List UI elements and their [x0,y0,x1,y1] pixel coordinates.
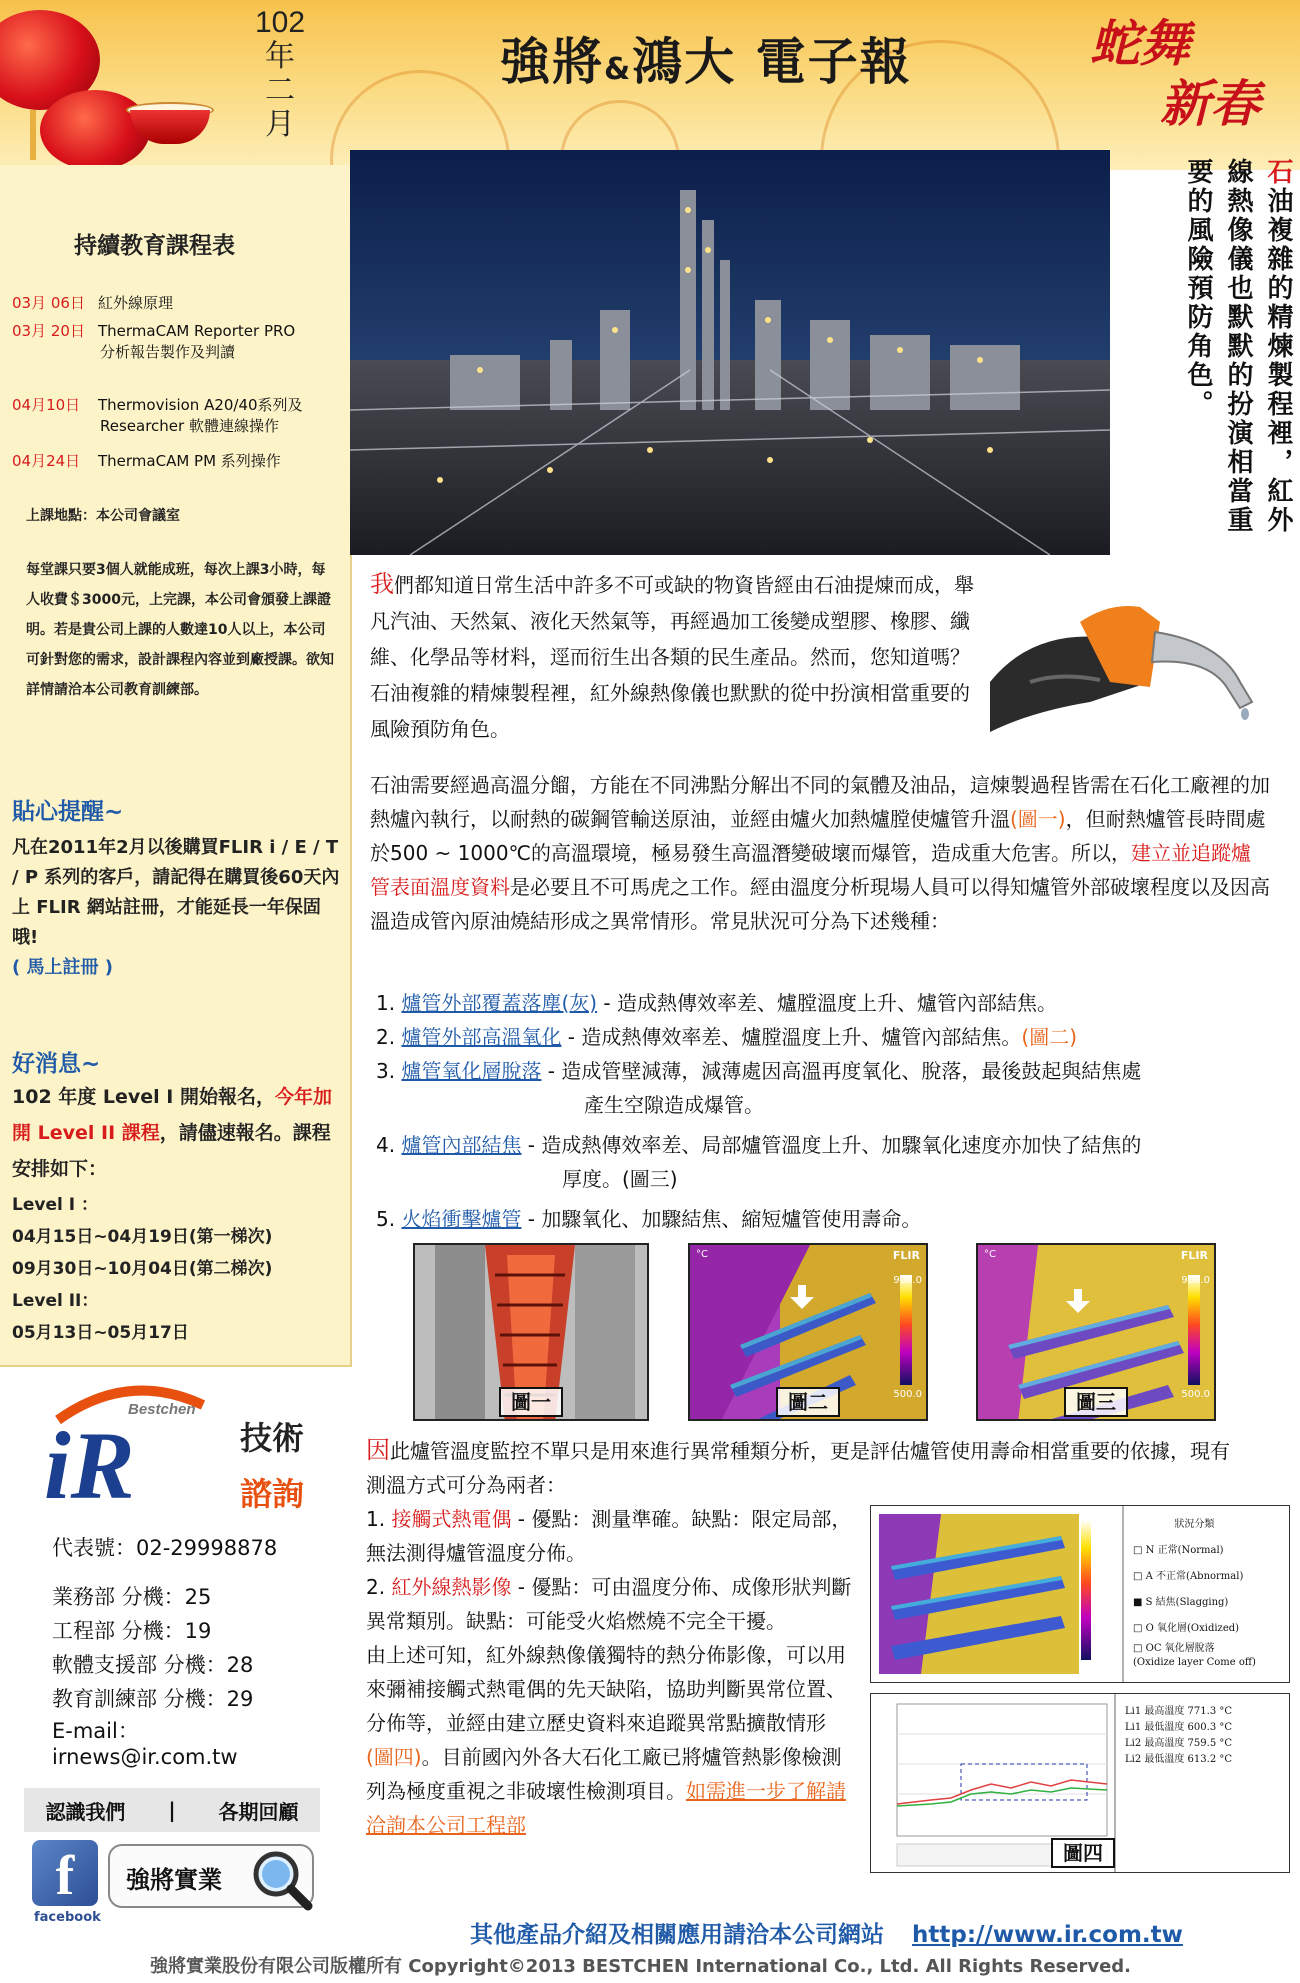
about-us-link[interactable]: 認識我們 [45,1799,126,1824]
figure-2-thermal-image: °C FLIR 900.0 500.0 圖二 [688,1243,928,1421]
website-footer: 其他產品介紹及相關應用請洽本公司網站 http://www.ir.com.tw [470,1922,1183,1948]
sidebar [0,165,352,1367]
back-issues-link[interactable]: 各期回顧 [218,1799,299,1824]
about-nav: 認識我們 | 各期回顧 [24,1788,320,1832]
main-phone: 代表號：02-29998878 [52,1536,278,1560]
course-info: 每堂課只要3個人就能成班，每次上課3小時，每人收費＄3000元，上完課，本公司會頒發上課證明。若是貴公司上課的人數達10人以上，本公司可針對您的需求，設計課程內容並到廠授課。欲知詳情請洽本公司教育訓練部。 [26,562,334,698]
svg-text:Bestchen: Bestchen [128,1401,196,1418]
good-news-text: 102 年度 Level I 開始報名，今年加開 Level II 課程，請儘速報名。課程安排如下： [12,1086,332,1180]
course-item: 03月 06日 紅外線原理 [12,294,174,312]
magnifier-icon [248,1846,314,1912]
newsletter-title: 強將&鴻大 電子報 [500,33,912,91]
course-item: 04月10日 Thermovision A20/40系列及 Researcher 軟體連線操作 [12,396,303,435]
new-year-greeting: 蛇舞 新春 [1090,14,1260,133]
course-location: 上課地點：本公司會議室 [26,508,180,524]
list-item: 2. 爐管外部高溫氧化 - 造成熱傳效率差、爐膛溫度上升、爐管內部結焦。(圖二) [376,1025,1077,1049]
condition-list [376,986,1276,1236]
body-paragraph: 石油需要經過高溫分餾，方能在不同沸點分解出不同的氣體及油品，這煉製過程皆需在石化工廠裡的加熱爐內執行，以耐熱的碳鋼管輸送原油，並經由爐火加熱爐膛使爐管升溫(圖一)，但耐熱爐管長時間處於500 ~ 1000℃的高溫環境，極易發生高溫潛變破壞而爆管，造成重大危害。所以，建立並追蹤爐管表面溫度資料是必要且不可馬虎之工作。經由溫度分析現場人員可以得知爐管外部破壞程度以及因高溫造成管內原油燒結形成之異常情形。常見狀況可分為下述幾種： [370,773,1270,933]
copyright-text: 強將實業股份有限公司版權所有 Copyright©2013 BESTCHEN International Co., Ltd. All Rights Reserved. [150,1956,1131,1977]
figure-4-thermal-analysis [870,1505,1290,1683]
header-banner [0,0,1300,170]
figure-4-trend-chart [870,1693,1290,1873]
methods-paragraph: 1. 接觸式熱電偶 - 優點：測量準確。缺點：限定局部，無法測得爐管溫度分佈。 2. 紅外線熱影像 - 優點：可由溫度分佈、成像形狀判斷異常類別。缺點：可能受火焰燃燒不完全干擾。 由上述可知，紅外線熱像儀獨特的熱分佈影像，可以用來彌補接觸式熱電偶的先天缺陷，協助判斷異常位置、分佈等，並經由建立歷史資料來追蹤異常點擴散情形 (圖四)。目前國內外各大石化工廠已將爐管熱影像檢測列為極度重視之非破壞性檢測項目。如需進一步了解請洽詢本公司工程部 [366,1507,852,1837]
figure-label: 圖三 [1064,1387,1128,1417]
website-link[interactable]: http://www.ir.com.tw [912,1922,1183,1948]
facebook-icon[interactable]: f [32,1840,98,1906]
figure-label: 圖二 [776,1387,840,1417]
bestchen-ir-logo [28,1380,228,1510]
pull-quote: 石油複雜的精煉製程裡，紅外 線熱像儀也默默的扮演相當重 要的風險預防角色。 [1183,158,1293,535]
intro-paragraph: 我們都知道日常生活中許多不可或缺的物資皆經由石油提煉而成，舉凡汽油、天然氣、液化天然氣等，再經過加工後變成塑膠、橡膠、纖維、化學品等材料，逕而衍生出各類的民生產品。然而，您知道嗎？石油複雜的精煉製程裡，紅外線熱像儀也默默的從中扮演相當重要的風險預防角色。 [370,570,974,741]
figure-label: 圖四 [1051,1838,1115,1868]
figure-3-thermal-image: °C FLIR 900.0 500.0 圖三 [976,1243,1216,1421]
svg-text:iR: iR [44,1412,135,1510]
tech-consult-title: 技術 諮詢 [240,1419,305,1513]
reminder-heading: 貼心提醒~ [12,799,124,825]
register-link[interactable]: ( 馬上註冊 ) [12,957,113,978]
good-news-heading: 好消息~ [12,1051,101,1077]
issue-date: 102 年 二 月 [254,6,306,141]
refinery-night-photo [350,150,1110,555]
fuel-nozzle-photo [990,562,1290,732]
reminder-text: 凡在2011年2月以後購買FLIR i / E / T / P 系列的客戶，請記得在購買後60天內上 FLIR 網站註冊，才能延長一年保固哦! ( 馬上註冊 ) [12,837,340,978]
figure-1-furnace-photo [413,1243,649,1421]
email-block: E-mail： irnews@ir.com.tw [52,1719,238,1769]
facebook-label: facebook [34,1910,101,1925]
monitoring-paragraph: 因此爐管溫度監控不單只是用來進行異常種類分析，更是評估爐管使用壽命相當重要的依據，現有測溫方式可分為兩者： [366,1436,1230,1497]
lantern-icon [40,90,150,170]
email-link[interactable]: irnews@ir.com.tw [52,1745,238,1769]
highlight-phrase: 建立並追蹤爐管表面溫度資料 [370,841,1252,899]
course-schedule-title: 持續教育課程表 [74,233,235,259]
figure-label: 圖一 [499,1387,563,1417]
engineering-contact-link[interactable]: 如需進一步了解請洽詢本公司工程部 [366,1779,846,1837]
company-search-button[interactable]: 強將實業 [108,1844,314,1908]
list-item: 1. 爐管外部覆蓋落塵(灰) - 造成熱傳效率差、爐膛溫度上升、爐管內部結焦。 [376,991,1057,1015]
list-item: 5. 火焰衝擊爐管 - 加驟氧化、加驟結焦、縮短爐管使用壽命。 [376,1207,922,1231]
list-item: 3. 爐管氧化層脫落 - 造成管壁減薄，減薄處因高溫再度氧化、脫落，最後鼓起與結焦處 產生空隙造成爆管。 [376,1059,1142,1117]
temperature-stats: Li1 最高溫度 771.3 °C Li1 最低溫度 600.3 °C Li2 最高溫度 759.5 °C Li2 最低溫度 613.2 °C [1125,1706,1233,1765]
list-item: 4. 爐管內部結焦 - 造成熱傳效率差、局部爐管溫度上升、加驟氧化速度亦加快了結焦的 厚度。(圖三) [376,1133,1142,1191]
course-item: 04月24日 ThermaCAM PM 系列操作 [12,452,281,470]
classification-legend: 狀況分類 □ N 正常(Normal) □ A 不正常(Abnormal) ■ S 結焦(Slagging) □ O 氧化層(Oxidized) □ OC 氧化層脫落 (Oxidize layer Come off) [1133,1519,1256,1668]
extension-list: 業務部 分機：25 工程部 分機：19 軟體支援部 分機：28 教育訓練部 分機：29 [52,1585,254,1711]
level-one-schedule: Level I ： 04月15日~04月19日(第一梯次) 09月30日~10月04日(第二梯次) Level II： 05月13日~05月17日 [12,1195,273,1343]
course-item: 03月 20日 ThermaCAM Reporter PRO 分析報告製作及判讀 [12,322,296,361]
